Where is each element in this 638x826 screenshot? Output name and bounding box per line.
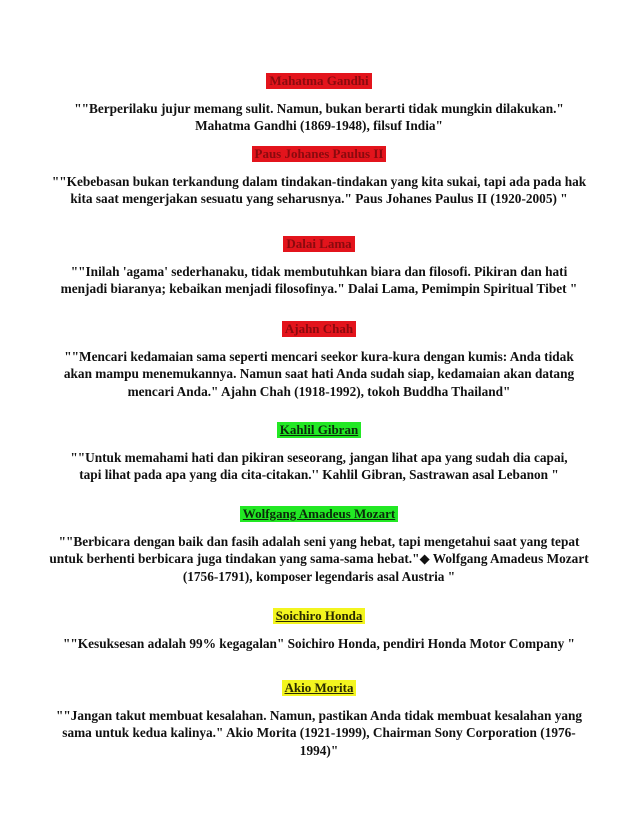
- heading-ajahn-chah: Ajahn Chah: [282, 321, 356, 337]
- quote-entry-soichiro-honda: [60, 607, 578, 652]
- quote-text-dalai-lama: ""Inilah 'agama' sederhanaku, tidak membutuhkan biara dan filosofi. Pikiran dan hati menjadi biaranya; kebaikan menjadi filosofinya." Dalai Lama, Pemimpin Spiritual Tibet ": [60, 264, 578, 297]
- quote-text-akio-morita: ""Jangan takut membuat kesalahan. Namun, pastikan Anda tidak membuat kesalahan yang sama untuk kedua kalinya." Akio Morita (1921-1999), Chairman Sony Corporation (1976-1994)": [55, 708, 583, 758]
- quote-entry-kahlil-gibran: [60, 421, 578, 484]
- heading-soichiro-honda: Soichiro Honda: [273, 608, 366, 624]
- heading-dalai-lama: Dalai Lama: [283, 236, 354, 252]
- quote-entry-ajahn-chah: [60, 320, 578, 400]
- heading-kahlil-gibran: Kahlil Gibran: [277, 422, 361, 438]
- quote-text-paus: ""Kebebasan bukan terkandung dalam tindakan-tindakan yang kita sukai, tapi ada pada hak kita saat mengerjakan sesuatu yang seharusnya." Paus Johanes Paulus II (1920-2005) ": [51, 174, 587, 207]
- heading-wolfgang-amadeus-mozart: Wolfgang Amadeus Mozart: [240, 506, 398, 522]
- quote-text-gandhi: ""Berperilaku jujur memang sulit. Namun, bukan berarti tidak mungkin dilakukan." Mahatma Gandhi (1869-1948), filsuf India": [74, 101, 564, 134]
- quote-text-ajahn-chah: ""Mencari kedamaian sama seperti mencari seekor kura-kura dengan kumis: Anda tidak akan mampu menemukannya. Namun saat hati Anda sudah siap, kedamaian akan datang mencari Anda." Ajahn Chah (1918-1992), tokoh Buddha Thailand": [63, 349, 575, 399]
- heading-mahatma-gandhi: Mahatma Gandhi: [266, 73, 371, 89]
- quote-text-kahlil-gibran: ""Untuk memahami hati dan pikiran seseorang, jangan lihat apa yang sudah dia capai, tapi lihat pada apa yang dia cita-citakan.'' Kahlil Gibran, Sastrawan asal Lebanon ": [70, 450, 568, 483]
- quote-entry-paus: [48, 145, 590, 208]
- quote-entry-dalai-lama: [60, 235, 578, 298]
- heading-paus-johanes-paulus: Paus Johanes Paulus II: [252, 146, 387, 162]
- quote-entry-mozart: [48, 505, 590, 585]
- quote-entry-akio-morita: [48, 679, 590, 759]
- quote-entry-gandhi: [60, 72, 578, 135]
- quote-text-mozart: ""Berbicara dengan baik dan fasih adalah seni yang hebat, tapi mengetahui saat yang tepat untuk berhenti berbicara juga tindakan yang sama-sama hebat."◆ Wolfgang Amadeus Mozart (1756-1791), komposer legendaris asal Austria ": [49, 534, 589, 584]
- quote-text-soichiro-honda: ""Kesuksesan adalah 99% kegagalan" Soichiro Honda, pendiri Honda Motor Company ": [63, 636, 575, 651]
- heading-akio-morita: Akio Morita: [282, 680, 357, 696]
